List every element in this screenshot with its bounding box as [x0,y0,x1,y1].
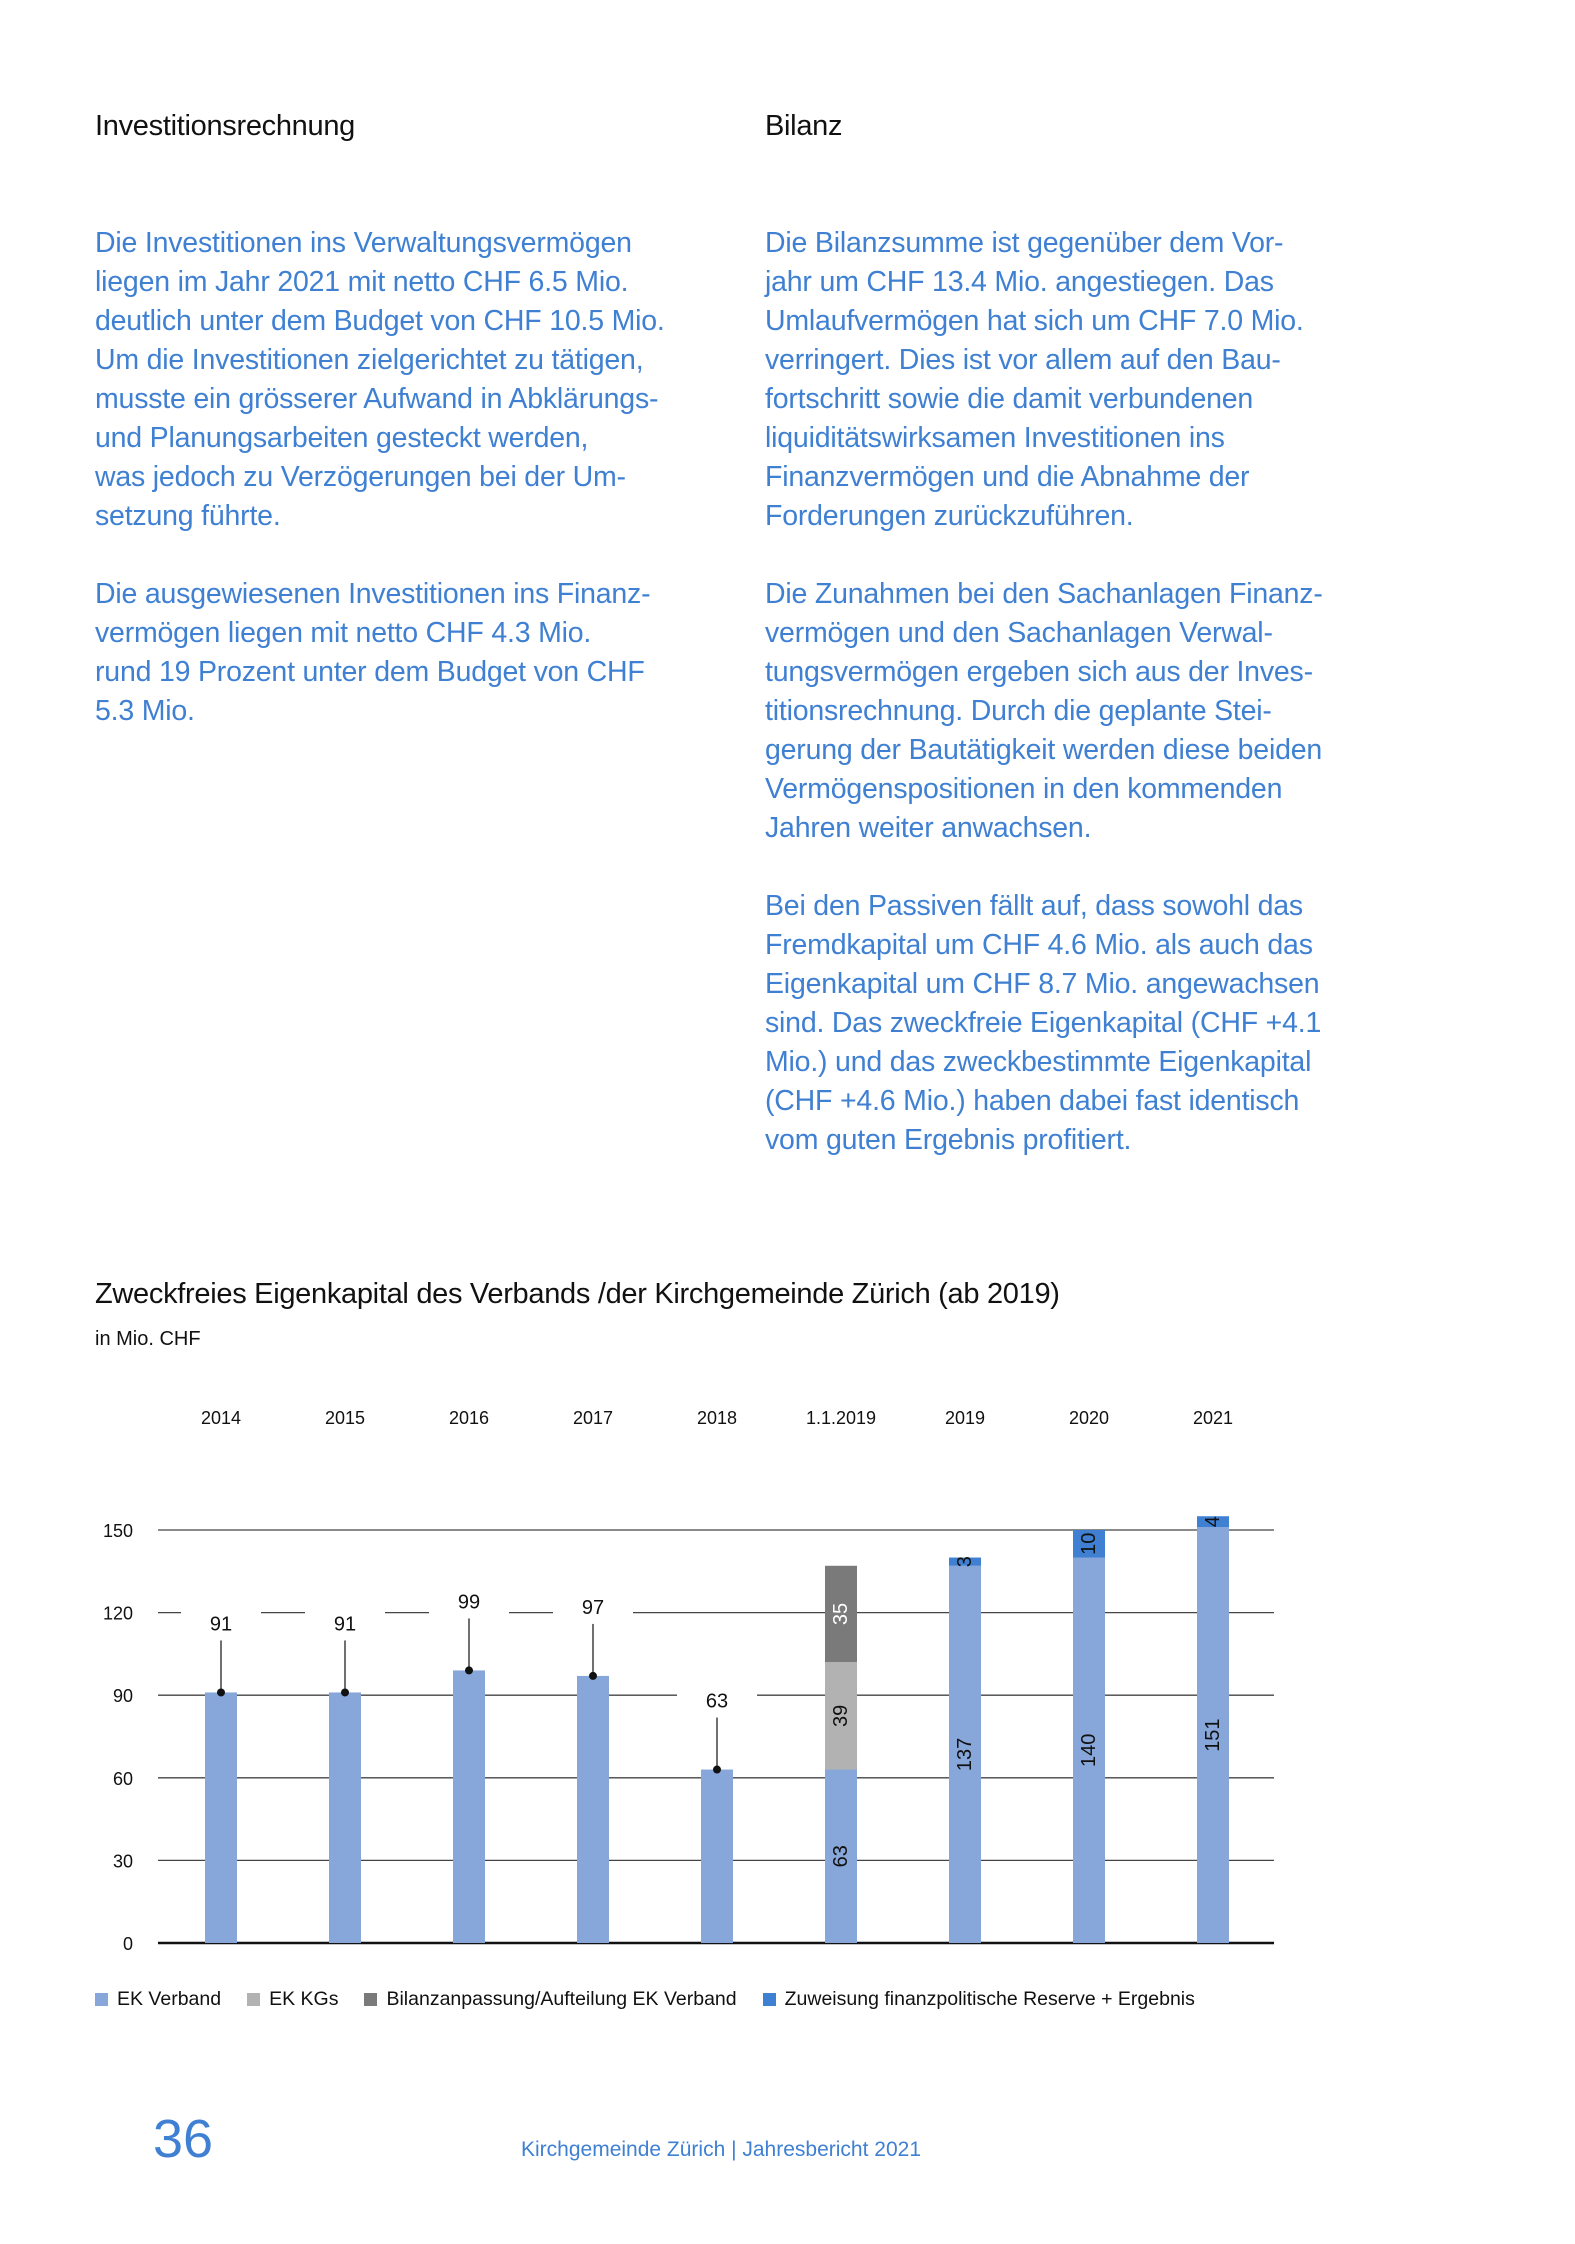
bar-value-label: 10 [1078,1532,1100,1555]
text-line: (CHF +4.6 Mio.) haben dabei fast identisch [765,1085,1300,1117]
text-line: Finanzvermögen und die Abnahme der [765,461,1250,493]
text-line: verringert. Dies ist vor allem auf den Bau- [765,344,1281,376]
text-line: Bei den Passiven fällt auf, dass sowohl das [765,890,1303,922]
text-line: vermögen und den Sachanlagen Verwal- [765,617,1273,649]
x-tick-label: 2016 [448,1408,490,1428]
chart-title: Zweckfreies Eigenkapital des Verbands /der Kirchgemeinde Zürich (ab 2019) [95,1278,1060,1310]
legend-swatch-icon [247,1993,260,2006]
chart-subtitle: in Mio. CHF [95,1328,201,1350]
callout-dot [217,1688,225,1696]
page-number: 36 [153,2109,214,2169]
bar-value-label: 35 [830,1602,852,1626]
bar-value-label: 4 [1202,1516,1224,1528]
text-line: liegen im Jahr 2021 mit netto CHF 6.5 Mio. [95,266,629,298]
legend-item [364,1988,736,2011]
callout-dot [589,1672,597,1680]
text-line: liquiditätswirksamen Investitionen ins [765,422,1225,454]
y-tick-label: 30 [112,1851,133,1872]
text-line: Forderungen zurückzuführen. [765,500,1134,532]
bar-value-label: 63 [830,1845,852,1868]
legend-item [95,1988,221,2011]
callout-label: 63 [705,1690,729,1713]
text-line: Mio.) und das zweckbestimmte Eigenkapital [765,1046,1312,1078]
text-line: setzung führte. [95,500,281,532]
section-heading-investitionsrechnung: Investitionsrechnung [95,110,355,142]
bar-segment [329,1692,361,1943]
legend-label: Zuweisung finanzpolitische Reserve + Ergebnis [784,1988,1195,2010]
bar-value-label: 3 [954,1556,976,1568]
bar-segment [453,1670,485,1943]
callout-dot [465,1666,473,1674]
text-line: Die Bilanzsumme ist gegenüber dem Vor- [765,227,1284,259]
x-tick-label: 2014 [200,1408,242,1428]
text-line: jahr um CHF 13.4 Mio. angestiegen. Das [765,266,1274,298]
y-tick-label: 60 [112,1768,133,1789]
bar-segment [205,1692,237,1943]
section-heading-bilanz: Bilanz [765,110,843,142]
text-line: Eigenkapital um CHF 8.7 Mio. angewachsen [765,968,1320,1000]
bar-value-label: 140 [1078,1733,1100,1767]
legend-label: EK KGs [269,1988,339,2010]
text-line: und Planungsarbeiten gesteckt werden, [95,422,589,454]
y-tick-label: 90 [112,1686,133,1707]
x-tick-label: 2015 [324,1408,366,1428]
legend-item [763,1988,1195,2011]
callout-label: 97 [581,1596,605,1619]
text-line: Die Investitionen ins Verwaltungsvermögen [95,227,632,259]
legend-swatch-icon [763,1993,776,2006]
legend-item [247,1988,338,2011]
bar-value-label: 39 [830,1704,852,1727]
chart-legend [95,1988,1221,2011]
legend-label: EK Verband [117,1988,222,2010]
callout-label: 91 [333,1613,357,1636]
callout-label: 91 [209,1613,233,1636]
text-line: Umlaufvermögen hat sich um CHF 7.0 Mio. [765,305,1304,337]
x-tick-label: 1.1.2019 [805,1408,877,1428]
text-line: 5.3 Mio. [95,695,195,727]
y-tick-label: 120 [102,1603,133,1624]
text-line: Fremdkapital um CHF 4.6 Mio. als auch das [765,929,1313,961]
y-tick-label: 0 [122,1934,133,1954]
x-tick-label: 2020 [1068,1408,1110,1428]
bar-value-label: 137 [954,1737,976,1772]
callout-label: 99 [457,1591,481,1614]
text-line: was jedoch zu Verzögerungen bei der Um- [95,461,626,493]
text-line: musste ein grösserer Aufwand in Abklärungs- [95,383,659,415]
callout-dot [713,1766,721,1774]
footer-publication: Kirchgemeinde Zürich | Jahresbericht 2021 [521,2138,921,2161]
text-line: sind. Das zweckfreie Eigenkapital (CHF +4.1 [765,1007,1322,1039]
text-line: Die Zunahmen bei den Sachanlagen Finanz- [765,578,1323,610]
text-line: fortschritt sowie die damit verbundenen [765,383,1254,415]
x-tick-label: 2019 [944,1408,986,1428]
text-line: Vermögenspositionen in den kommenden [765,773,1283,805]
text-line: tungsvermögen ergeben sich aus der Inves- [765,656,1313,688]
y-tick-label: 150 [102,1521,133,1541]
text-line: vermögen liegen mit netto CHF 4.3 Mio. [95,617,592,649]
text-line: gerung der Bautätigkeit werden diese beiden [765,734,1323,766]
bar-value-label: 151 [1202,1718,1224,1752]
x-tick-label: 2018 [696,1408,738,1428]
bar-segment [701,1770,733,1943]
callout-dot [341,1688,349,1696]
text-line: titionsrechnung. Durch die geplante Stei- [765,695,1272,727]
x-tick-label: 2017 [572,1408,614,1428]
text-line: rund 19 Prozent unter dem Budget von CHF [95,656,645,688]
text-line: deutlich unter dem Budget von CHF 10.5 Mio. [95,305,665,337]
text-line: Die ausgewiesenen Investitionen ins Finanz- [95,578,651,610]
text-line: Jahren weiter anwachsen. [765,812,1092,844]
legend-swatch-icon [95,1993,108,2006]
text-line: vom guten Ergebnis profitiert. [765,1124,1132,1156]
legend-label: Bilanzanpassung/Aufteilung EK Verband [386,1988,737,2010]
text-line: Um die Investitionen zielgerichtet zu tätigen, [95,344,644,376]
x-tick-label: 2021 [1192,1408,1234,1428]
legend-swatch-icon [364,1993,377,2006]
bar-segment [577,1676,609,1943]
